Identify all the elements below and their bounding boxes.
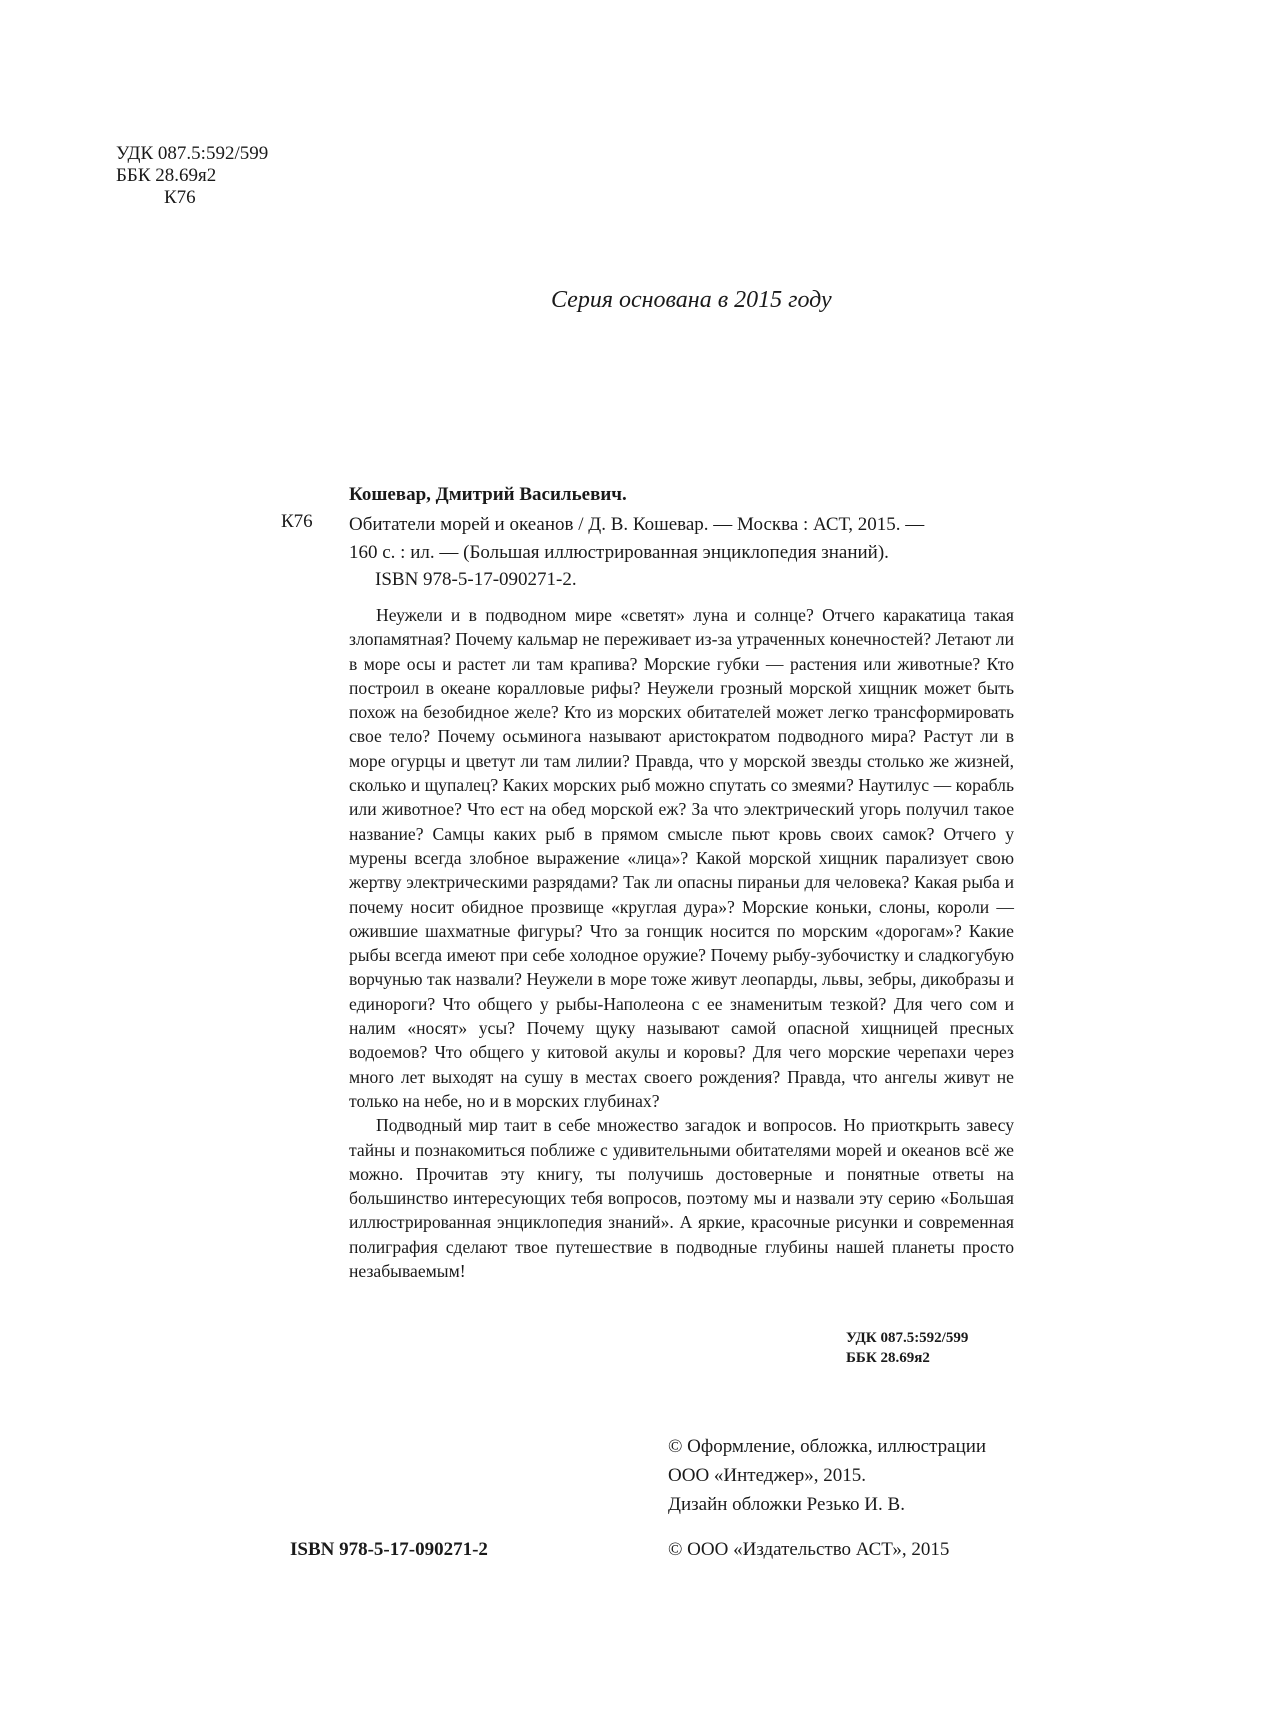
copyright-block: [668, 1432, 986, 1519]
author-mark-left: К76: [281, 511, 313, 532]
isbn-bottom: ISBN 978-5-17-090271-2: [290, 1539, 488, 1560]
copyright-line-1: © Оформление, обложка, иллюстрации: [668, 1436, 987, 1457]
isbn-record: ISBN 978-5-17-090271-2.: [375, 569, 577, 590]
annotation-paragraph-2: Подводный мир таит в себе множество загадок и вопросов. Но приоткрыть завесу тайны и познакомиться поближе с удивительными обитателями морей и океанов всё же можно. Прочитав эту книгу, ты получишь достоверные и понятные ответы на большинство интересующих тебя вопросов, поэтому мы и назвали эту серию «Большая иллюстрированная энциклопедия знаний». А яркие, красочные рисунки и современная полиграфия сделают твое путешествие в подводные глубины нашей планеты просто незабываемым!: [349, 1115, 1014, 1282]
udk-code-bottom: УДК 087.5:592/599: [846, 1330, 969, 1346]
udk-code: УДК 087.5:592/599: [116, 143, 269, 164]
bibliographic-line-2: 160 с. : ил. — (Большая иллюстрированная энциклопедия знаний).: [349, 542, 889, 563]
classification-block: [116, 143, 268, 209]
bbk-code-bottom: ББК 28.69я2: [846, 1350, 930, 1366]
copyright-publisher: © ООО «Издательство АСТ», 2015: [668, 1539, 950, 1560]
copyright-line-3: Дизайн обложки Резько И. В.: [668, 1494, 905, 1515]
bibliographic-line-1: Обитатели морей и океанов / Д. В. Кошевар. — Москва : АСТ, 2015. —: [349, 514, 925, 535]
copyright-line-2: ООО «Интеджер», 2015.: [668, 1465, 867, 1486]
series-note: Серия основана в 2015 году: [551, 287, 832, 313]
bibliographic-description: [349, 511, 1014, 567]
bbk-code: ББК 28.69я2: [116, 165, 217, 186]
author-mark: К76: [164, 187, 196, 208]
author-heading: Кошевар, Дмитрий Васильевич.: [349, 484, 627, 505]
annotation: [349, 603, 1014, 1283]
classification-bottom: [846, 1328, 968, 1368]
annotation-paragraph-1: Неужели и в подводном мире «светят» луна и солнце? Отчего каракатица такая злопамятная? Почему кальмар не переживает из-за утраченных конечностей? Летают ли в море осы и растет ли там крапива? Морские губки — растения или животные? Кто построил в океане коралловые рифы? Неужели грозный морской хищник может быть похож на безобидное желе? Кто из морских обитателей может легко трансформировать свое тело? Почему осьминога называют аристократом подводного мира? Растут ли в море огурцы и цветут ли там лилии? Правда, что у морской звезды столько же жизней, сколько и щупалец? Каких морских рыб можно спутать со змеями? Наутилус — корабль или животное? Что ест на обед морской еж? За что электрический угорь получил такое название? Самцы каких рыб в прямом смысле пьют кровь своих самок? Отчего у мурены всегда злобное выражение «лица»? Какой морской хищник парализует свою жертву электрическими разрядами? Так ли опасны пираньи для человека? Какая рыба и почему носит обидное прозвище «круглая дура»? Морские коньки, слоны, короли — ожившие шахматные фигуры? Что за гонщик носится по морским «дорогам»? Какие рыбы всегда имеют при себе холодное оружие? Почему рыбу-зубочистку и сладкогубую ворчунью так назвали? Неужели в море тоже живут леопарды, львы, зебры, дикобразы и единороги? Что общего у рыбы-Наполеона с ее знаменитым тезкой? Для чего сом и налим «носят» усы? Почему щуку называют самой опасной хищницей пресных водоемов? Что общего у китовой акулы и коровы? Для чего морские черепахи через много лет выходят на сушу в местах своего рождения? Правда, что ангелы живут не только на небе, но и в морских глубинах?: [349, 605, 1014, 1111]
